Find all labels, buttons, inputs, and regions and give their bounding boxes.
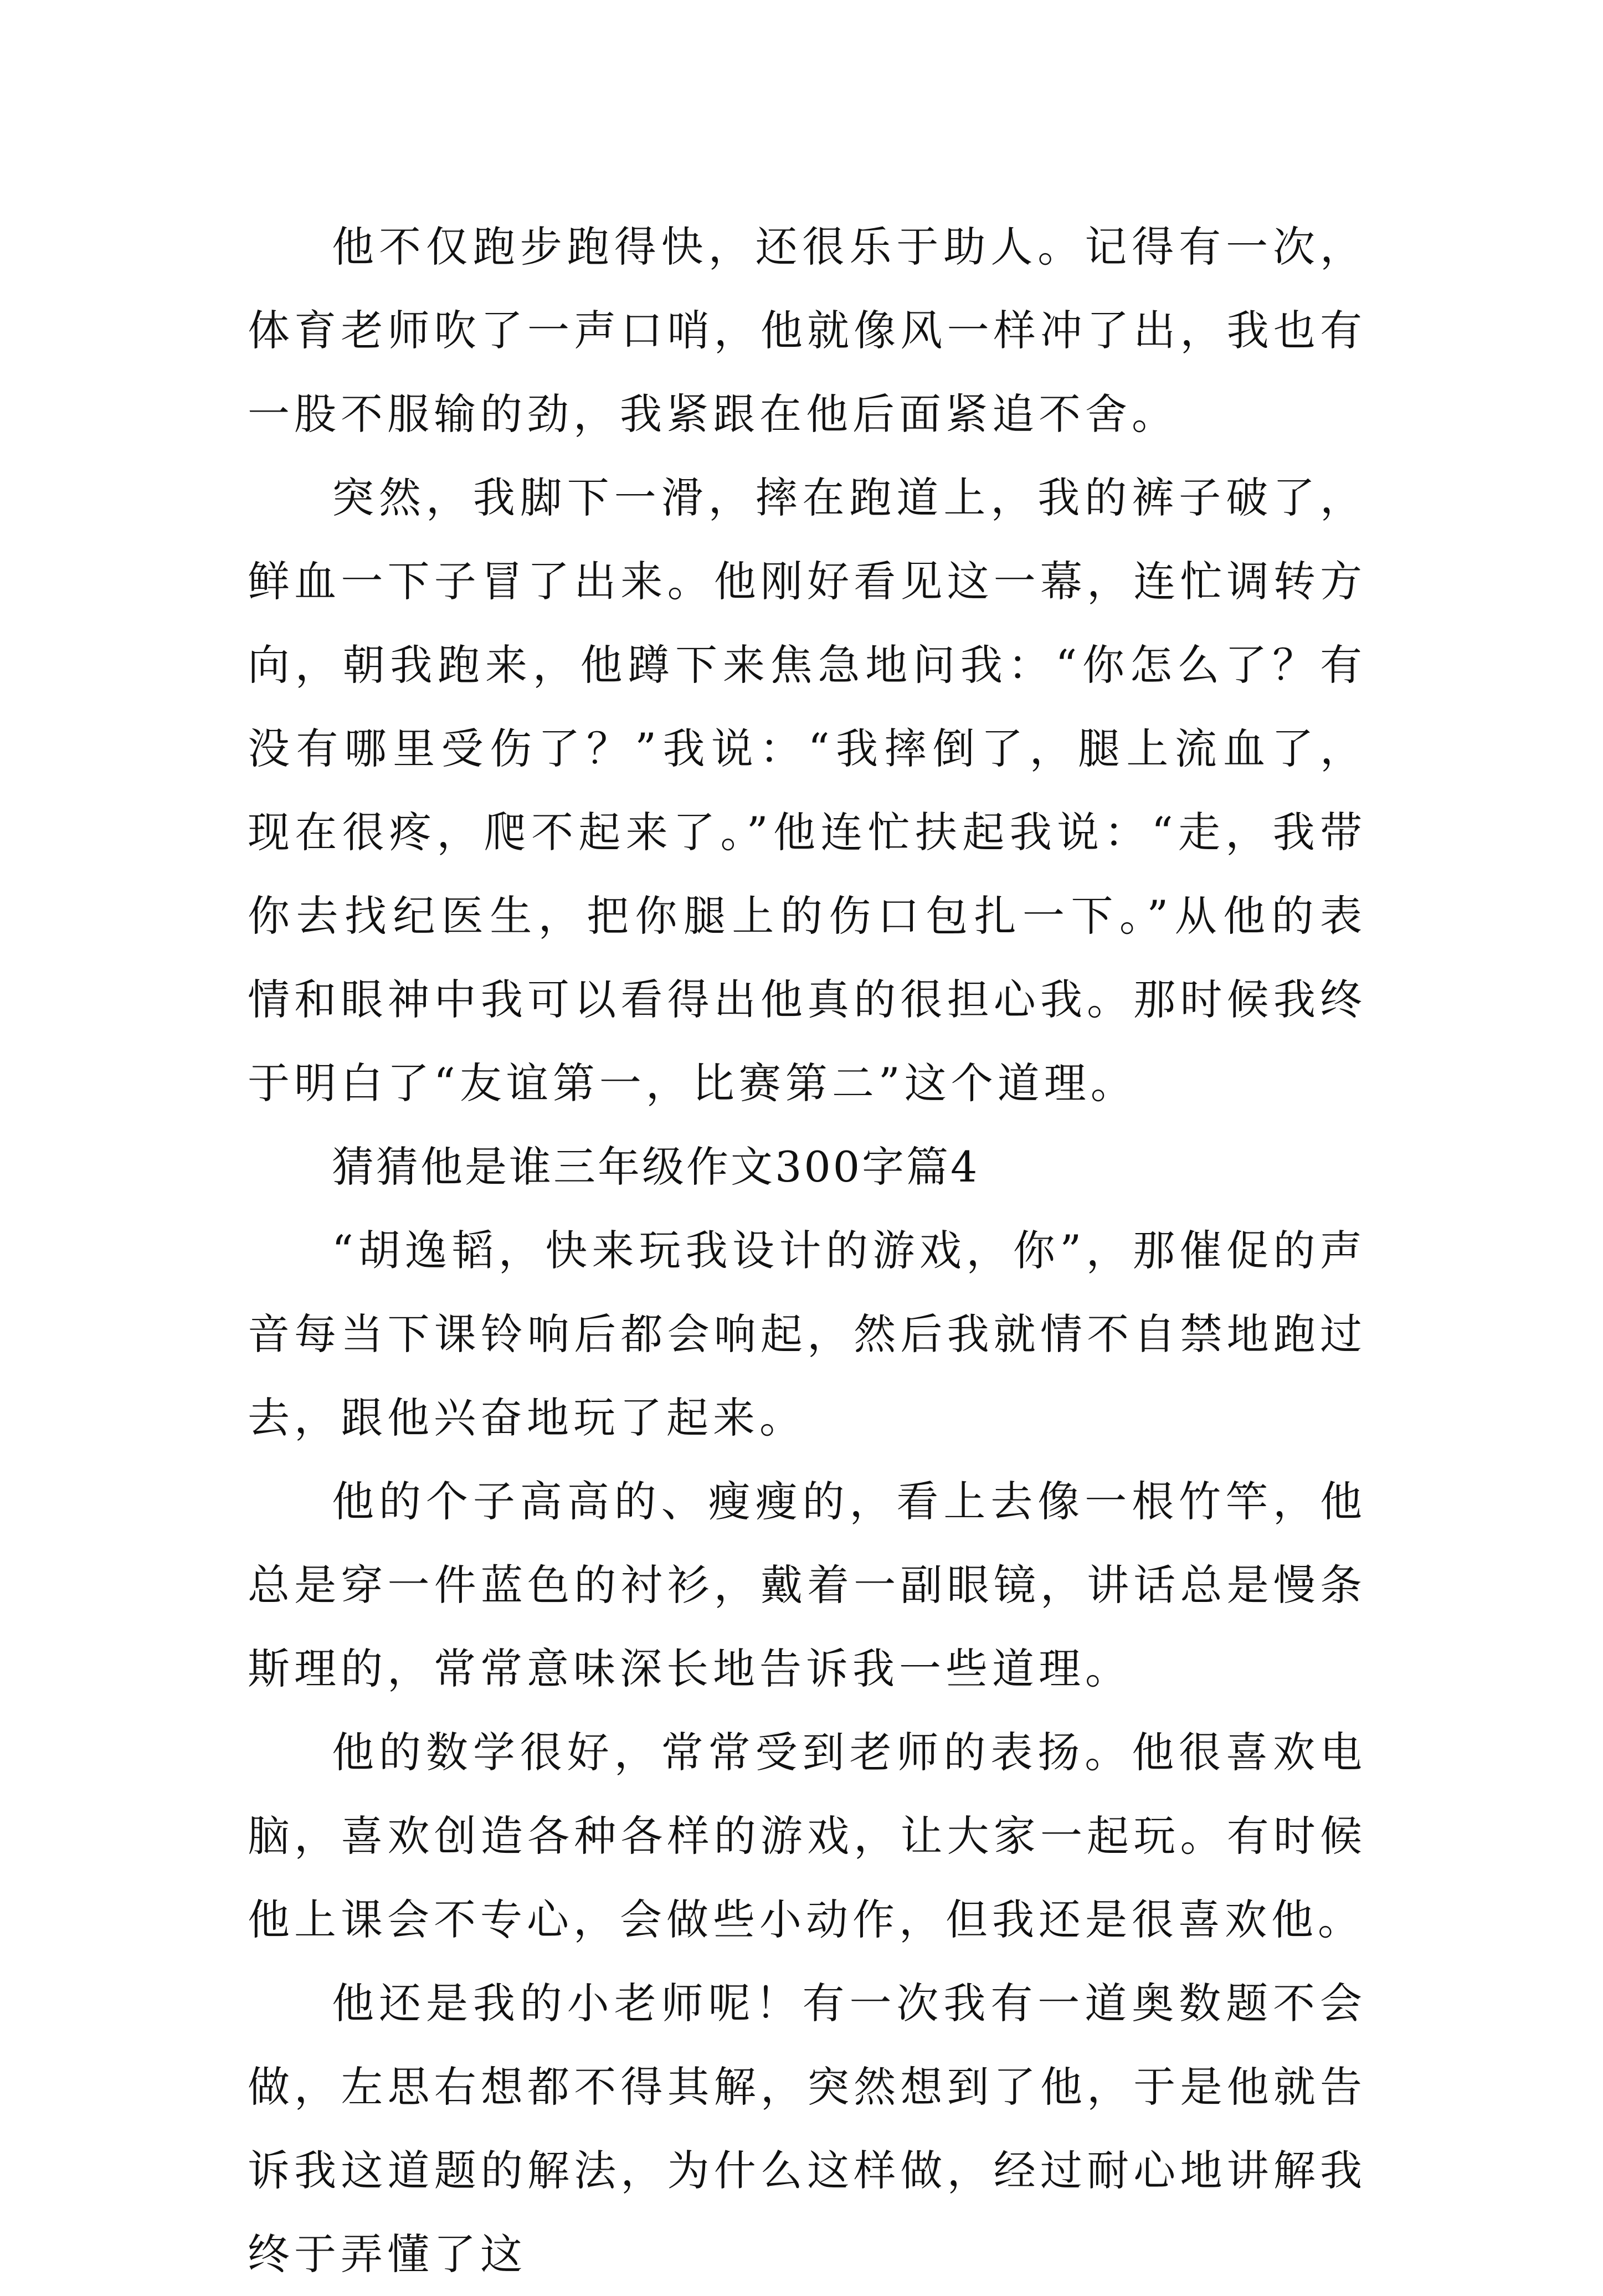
paragraph-4: 他的个子高高的、瘦瘦的，看上去像一根竹竿，他总是穿一件蓝色的衬衫，戴着一副眼镜，讲话总是慢条斯理的，常常意味深长地告诉我一些道理。 [248,1477,1366,1693]
paragraph-1: 他不仅跑步跑得快，还很乐于助人。记得有一次，体育老师吹了一声口哨，他就像风一样冲了出，我也有一股不服输的劲，我紧跟在他后面紧追不舍。 [248,222,1366,439]
paragraph-5: 他的数学很好，常常受到老师的表扬。他很喜欢电脑，喜欢创造各种各样的游戏，让大家一起玩。有时候他上课会不专心，会做些小动作，但我还是很喜欢他。 [248,1728,1366,1944]
paragraph-2: 突然，我脚下一滑，摔在跑道上，我的裤子破了，鲜血一下子冒了出来。他刚好看见这一幕，连忙调转方向，朝我跑来，他蹲下来焦急地问我：“你怎么了？有没有哪里受伤了？”我说：“我摔倒了，腿上流血了，现在很疼，爬不起来了。”他连忙扶起我说：“走，我带你去找纪医生，把你腿上的伤口包扎一下。”从他的表情和眼神中我可以看得出他真的很担心我。那时候我终于明白了“友谊第一，比赛第二”这个道理。 [248,473,1366,1108]
paragraph-3: “胡逸韬，快来玩我设计的游戏，你”，那催促的声音每当下课铃响后都会响起，然后我就情不自禁地跑过去，跟他兴奋地玩了起来。 [248,1226,1366,1442]
paragraph-6: 他还是我的小老师呢！有一次我有一道奥数题不会做，左思右想都不得其解，突然想到了他，于是他就告诉我这道题的解法，为什么这样做，经过耐心地讲解我终于弄懂了这 [248,1979,1366,2279]
document-body [248,205,1366,2296]
section-title: 猜猜他是谁三年级作文300字篇4 [332,1142,980,1191]
